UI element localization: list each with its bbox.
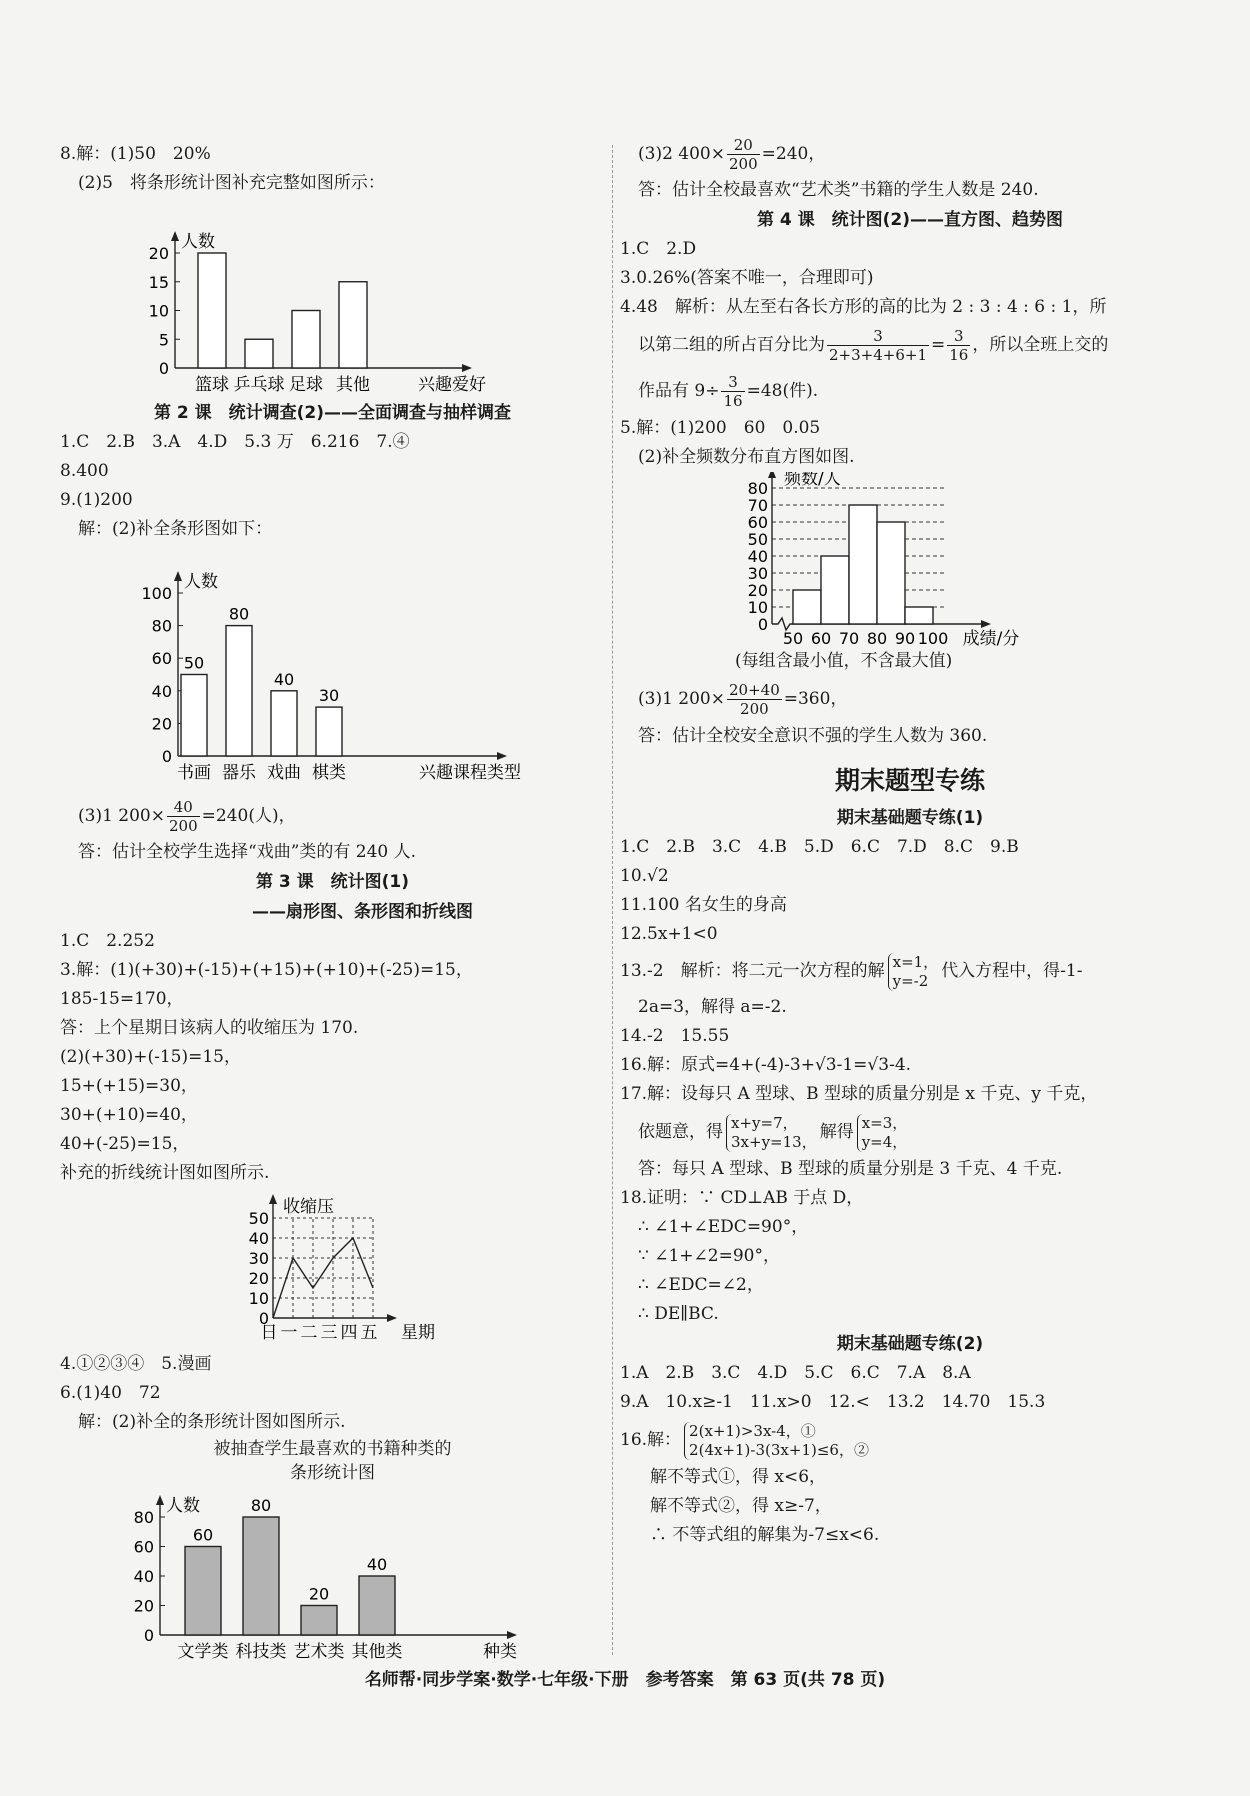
bar-chart-hobby	[60, 198, 605, 398]
fraction	[727, 681, 782, 718]
x-tick-label: 80	[866, 629, 888, 647]
y-tick-label: 20	[248, 1269, 269, 1288]
line-chart-pressure	[60, 1188, 605, 1350]
answer-line	[620, 132, 1200, 176]
x-tick-label: 器乐	[222, 763, 256, 783]
answer-line	[620, 1109, 1200, 1155]
numerator: 20+40	[729, 681, 780, 699]
y-tick-label: 40	[133, 1567, 154, 1586]
denominator: 16	[949, 346, 969, 364]
x-tick-label: 文学类	[177, 1642, 229, 1662]
x-axis-label: 兴趣课程类型	[419, 763, 521, 783]
data-label: 80	[250, 1496, 272, 1515]
equation-system	[888, 953, 939, 991]
chart-title: 被抽查学生最喜欢的书籍种类的	[213, 1439, 452, 1459]
text: =48(件).	[746, 381, 819, 401]
page-footer: 名师帮·同步学案·数学·七年级·下册 参考答案 第 63 页(共 78 页)	[364, 1670, 886, 1690]
denominator: 200	[729, 155, 758, 173]
y-axis-arrow	[768, 472, 776, 478]
right-column	[620, 132, 1200, 1550]
y-tick-label: 5	[158, 330, 169, 350]
answer-line: ∴ ∠EDC=∠2，	[638, 1275, 764, 1295]
numerator: 3	[947, 327, 970, 346]
answer-line: (2)5 将条形统计图补充完整如图所示：	[78, 173, 385, 193]
answer-line: 8.400	[60, 461, 109, 481]
x-tick-label: 足球	[289, 375, 323, 395]
text: 依题意，得	[638, 1122, 723, 1142]
y-tick-label: 20	[148, 244, 169, 263]
text: ，所以全班上交的	[972, 335, 1109, 355]
answer-line: 1.C 2.252	[60, 931, 155, 951]
answer-line: ∴ 不等式组的解集为-7≤x<6.	[650, 1525, 880, 1545]
answer-line	[620, 1417, 1200, 1463]
numerator: 20	[727, 136, 760, 155]
y-tick-label: 30	[747, 564, 768, 583]
x-tick-label: 棋类	[312, 763, 346, 783]
denominator: 16	[723, 392, 743, 410]
inequality: 2(x+1)>3x-4，①	[689, 1421, 816, 1440]
x-tick-label: 70	[838, 629, 860, 647]
bar	[245, 339, 273, 368]
answer-line: 18.证明：∵ CD⊥AB 于点 D，	[620, 1188, 864, 1208]
y-axis-label: 人数	[184, 572, 218, 592]
histogram-note: (每组含最小值，不含最大值)	[735, 651, 953, 671]
chart-histogram	[620, 472, 1200, 647]
data-label: 60	[192, 1525, 214, 1545]
final-basic-1-title: 期末基础题专练(1)	[836, 808, 984, 828]
x-axis-arrow	[387, 1314, 397, 1322]
chart-title: 条形统计图	[290, 1463, 375, 1483]
text: (3)1 200×	[78, 806, 165, 826]
y-tick-label: 10	[148, 301, 169, 321]
x-axis-arrow	[981, 620, 991, 628]
x-axis-label: 星期	[401, 1323, 435, 1343]
histogram-bar	[877, 522, 905, 624]
histogram-bar	[849, 505, 877, 624]
final-basic-2-title: 期末基础题专练(2)	[836, 1334, 984, 1354]
y-tick-label: 50	[248, 1209, 269, 1228]
answer-line: 解：(2)补全的条形统计图如图所示.	[78, 1412, 346, 1432]
equation: x+y=7，	[731, 1113, 798, 1132]
answer-line: 9.A 10.x≥-1 11.x>0 12.< 13.2 14.70 15.3	[620, 1392, 1046, 1412]
lesson-4-title: 第 4 课 统计图(2)——直方图、趋势图	[756, 210, 1064, 230]
answer-line: 答：每只 A 型球、B 型球的质量分别是 3 千克、4 千克.	[638, 1159, 1063, 1179]
answer-line: 15+(+15)=30，	[60, 1076, 198, 1096]
answer-line	[60, 794, 605, 838]
text: 以第二组的所占百分比为	[638, 335, 825, 355]
denominator: 200	[740, 700, 769, 718]
answer-line: 10.√2	[620, 866, 669, 886]
y-tick-label: 40	[747, 547, 768, 566]
y-tick-label: 0	[143, 1626, 154, 1645]
answer-line	[620, 368, 1200, 414]
inequality: 2(4x+1)-3(3x+1)≤6，②	[689, 1440, 869, 1459]
bar	[185, 1547, 221, 1636]
denominator: 200	[169, 817, 198, 835]
y-axis-arrow	[174, 571, 182, 581]
lesson-2-title: 第 2 课 统计调查(2)——全面调查与抽样调查	[153, 403, 512, 423]
x-tick-label: 100	[917, 629, 949, 647]
equation: x=1，	[892, 952, 939, 971]
numerator: 3	[827, 327, 929, 346]
answer-line: 答：上个星期日该病人的收缩压为 170.	[60, 1018, 359, 1038]
x-tick-label: 乒乓球	[233, 375, 285, 395]
y-tick-label: 10	[248, 1289, 269, 1308]
y-tick-label: 0	[258, 1309, 269, 1328]
fraction	[947, 327, 970, 364]
chart-course	[60, 544, 605, 794]
bar	[271, 691, 297, 756]
fraction	[727, 136, 760, 173]
y-tick-label: 50	[747, 530, 768, 549]
answer-line: 4.48 解析：从左至右各长方形的高的比为 2 : 3 : 4 : 6 : 1，所	[620, 297, 1107, 317]
answer-line: 解：(2)补全条形图如下：	[78, 519, 273, 539]
text: 代入方程中，得-1-	[941, 961, 1083, 981]
text: =	[931, 335, 946, 355]
answer-line: 解不等式①，得 x<6，	[650, 1467, 827, 1487]
answer-line: (2)补全频数分布直方图如图.	[638, 447, 855, 467]
bar	[181, 675, 207, 757]
numerator: 40	[167, 798, 200, 817]
answer-line: ∴ DE∥BC.	[638, 1304, 719, 1324]
answer-line: ∵ ∠1+∠2=90°，	[638, 1246, 780, 1266]
answer-line: 11.100 名女生的身高	[620, 895, 787, 915]
y-tick-label: 40	[151, 681, 172, 701]
answer-line	[620, 322, 1200, 368]
equation: y=-2	[892, 971, 929, 990]
lesson-3-subtitle: ——扇形图、条形图和折线图	[252, 902, 473, 922]
chart-hobby	[60, 198, 605, 398]
y-tick-label: 20	[133, 1596, 154, 1616]
y-tick-label: 15	[148, 272, 169, 292]
answer-line: 2a=3，解得 a=-2.	[638, 997, 787, 1017]
y-tick-label: 30	[248, 1249, 269, 1268]
answer-line: (2)(+30)+(-15)=15，	[60, 1047, 241, 1067]
answer-line: 9.(1)200	[60, 490, 133, 510]
x-tick-label: 戏曲	[267, 763, 301, 783]
text: (3)1 200×	[638, 689, 725, 709]
bar	[243, 1517, 279, 1635]
equation-system	[726, 1114, 817, 1152]
y-tick-label: 0	[158, 359, 169, 378]
histogram-bar	[793, 590, 821, 624]
histogram-scores	[620, 472, 1200, 647]
y-tick-label: 100	[141, 584, 172, 603]
y-tick-label: 80	[747, 479, 768, 498]
x-axis-arrow	[507, 1631, 517, 1639]
x-tick-label: 三	[320, 1323, 338, 1343]
x-tick-label: 50	[782, 629, 804, 647]
y-tick-label: 40	[248, 1229, 269, 1248]
equation: 3x+y=13，	[731, 1132, 817, 1151]
inequality-system	[684, 1422, 869, 1460]
bar	[226, 626, 252, 756]
x-tick-label: 书画	[177, 763, 211, 783]
x-tick-label: 日	[260, 1323, 278, 1343]
data-label: 20	[308, 1584, 330, 1604]
equation: y=4，	[861, 1132, 908, 1151]
column-divider	[612, 145, 613, 1655]
x-tick-label: 科技类	[235, 1642, 287, 1662]
answer-line: 答：估计全校最喜欢“艺术类”书籍的学生人数是 240.	[638, 180, 1039, 200]
answer-line: 5.解：(1)200 60 0.05	[620, 418, 821, 438]
data-label: 80	[228, 604, 250, 624]
x-tick-label: 篮球	[195, 375, 229, 395]
answer-line: 8.解：(1)50 20%	[60, 144, 211, 164]
answer-line	[620, 676, 1200, 722]
text: 16.解：	[620, 1430, 682, 1450]
x-axis-label: 种类	[483, 1642, 517, 1662]
final-section-title: 期末题型专练	[834, 766, 985, 795]
x-tick-label: 一	[280, 1323, 298, 1343]
data-label: 50	[183, 653, 205, 673]
y-tick-label: 60	[747, 513, 768, 532]
x-tick-label: 其他	[336, 375, 370, 395]
answer-line: 1.A 2.B 3.C 4.D 5.C 6.C 7.A 8.A	[620, 1363, 971, 1383]
x-tick-label: 二	[300, 1323, 318, 1343]
y-tick-label: 0	[161, 747, 172, 766]
y-axis-arrow	[269, 1194, 277, 1204]
x-tick-label: 艺术类	[293, 1642, 345, 1662]
text: =240，	[761, 144, 826, 164]
bar	[359, 1576, 395, 1635]
x-axis-label: 兴趣爱好	[418, 375, 486, 395]
y-tick-label: 20	[747, 581, 768, 600]
answer-line: ∴ ∠1+∠EDC=90°，	[638, 1217, 809, 1237]
numerator: 3	[721, 373, 744, 392]
answer-line: 185-15=170，	[60, 989, 184, 1009]
y-tick-label: 10	[747, 598, 768, 617]
y-axis-label: 收缩压	[283, 1197, 334, 1217]
text: (3)2 400×	[638, 144, 725, 164]
answer-line: 14.-2 15.55	[620, 1026, 730, 1046]
equation-system	[857, 1114, 908, 1152]
answer-line: 3.0.26%(答案不唯一，合理即可)	[620, 268, 874, 288]
y-axis-arrow	[156, 1495, 164, 1505]
bar	[339, 282, 367, 368]
y-tick-label: 80	[133, 1508, 154, 1527]
x-tick-label: 60	[810, 629, 832, 647]
answer-line: 答：估计全校学生选择“戏曲”类的有 240 人.	[78, 842, 417, 862]
answer-line: 40+(-25)=15，	[60, 1134, 190, 1154]
answer-line: 6.(1)40 72	[60, 1383, 161, 1403]
x-tick-label: 五	[360, 1323, 378, 1343]
x-tick-label: 其他类	[351, 1642, 403, 1662]
fraction	[721, 373, 744, 410]
answer-line: 16.解：原式=4+(-4)-3+√3-1=√3-4.	[620, 1055, 912, 1075]
answer-line: 30+(+10)=40，	[60, 1105, 198, 1125]
answer-line: 1.C 2.B 3.A 4.D 5.3 万 6.216 7.④	[60, 432, 410, 452]
y-tick-label: 20	[151, 714, 172, 734]
text: =360，	[783, 689, 848, 709]
y-axis-label: 人数	[181, 232, 215, 252]
fraction	[827, 327, 929, 364]
text: 解得	[819, 1122, 854, 1142]
text: 13.-2 解析：将二元一次方程的解	[620, 961, 885, 981]
y-tick-label: 60	[151, 649, 172, 669]
answer-line: 12.5x+1<0	[620, 924, 718, 944]
answer-line: 3.解：(1)(+30)+(-15)+(+15)+(+10)+(-25)=15，	[60, 960, 473, 980]
x-tick-label: 四	[340, 1323, 358, 1343]
y-tick-label: 60	[133, 1537, 154, 1557]
x-tick-label: 90	[894, 629, 916, 647]
answer-line	[620, 949, 1200, 993]
answer-line: 答：估计全校安全意识不强的学生人数为 360.	[638, 726, 988, 746]
answer-line: 1.C 2.B 3.C 4.B 5.D 6.C 7.D 8.C 9.B	[620, 837, 1019, 857]
bar	[198, 253, 226, 368]
histogram-bar	[821, 556, 849, 624]
y-axis-arrow	[171, 231, 179, 241]
answer-line: 4.①②③④ 5.漫画	[60, 1354, 212, 1374]
data-label: 30	[318, 686, 340, 706]
answer-line: 补充的折线统计图如图所示.	[60, 1163, 270, 1183]
answer-line: 解不等式②，得 x≥-7，	[650, 1496, 832, 1516]
answer-line: 1.C 2.D	[620, 239, 697, 259]
chart-pressure	[60, 1188, 605, 1350]
bar-chart-books	[60, 1485, 605, 1665]
y-tick-label: 0	[757, 615, 768, 634]
y-tick-label: 80	[151, 616, 172, 636]
left-column	[60, 140, 605, 1665]
x-axis-label: 成绩/分	[962, 629, 1020, 647]
histogram-bar	[905, 607, 933, 624]
x-axis-arrow	[497, 752, 507, 760]
text: =240(人)，	[201, 806, 296, 826]
x-axis-arrow	[462, 364, 472, 372]
data-label: 40	[366, 1555, 388, 1574]
bar	[316, 707, 342, 756]
answer-line: 17.解：设每只 A 型球、B 型球的质量分别是 x 千克、y 千克，	[620, 1084, 1098, 1104]
equation: x=3，	[861, 1113, 908, 1132]
bar-chart-course	[60, 544, 605, 794]
data-label: 40	[273, 669, 295, 689]
text: 作品有 9÷	[638, 381, 720, 401]
y-axis-label: 人数	[166, 1496, 200, 1516]
lesson-3-title: 第 3 课 统计图(1)	[255, 872, 410, 892]
y-tick-label: 70	[747, 496, 768, 515]
chart-books	[60, 1485, 605, 1665]
denominator: 2+3+4+6+1	[829, 346, 927, 364]
y-axis-label: 频数/人	[784, 472, 841, 489]
fraction	[167, 798, 200, 835]
bar	[301, 1606, 337, 1636]
bar	[292, 311, 320, 369]
